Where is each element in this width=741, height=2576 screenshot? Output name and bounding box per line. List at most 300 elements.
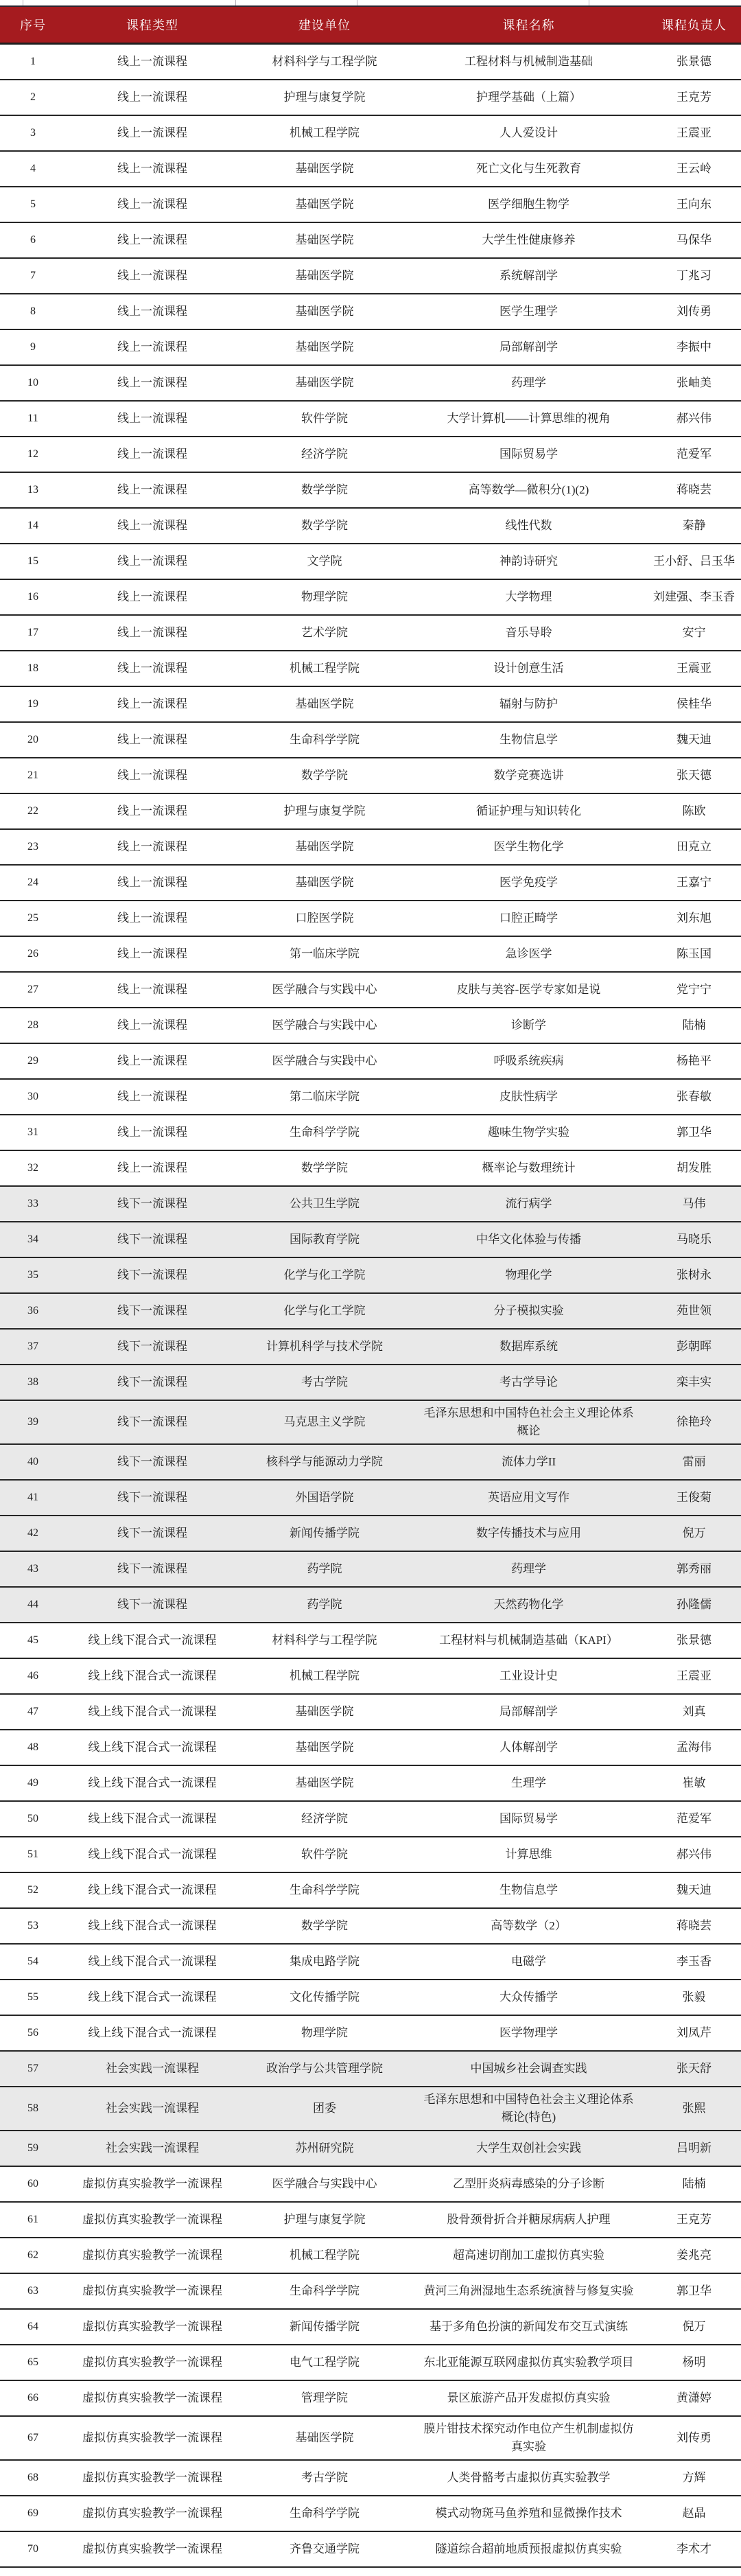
row-index: 5 — [30, 198, 36, 210]
building-unit: 化学与化工学院 — [283, 1304, 366, 1317]
row-index: 12 — [27, 448, 38, 460]
table-row — [0, 2345, 741, 2381]
course-leader: 党宁宁 — [677, 983, 711, 996]
course-name: 膜片钳技术探究动作电位产生机制虚拟仿真实验 — [423, 2422, 634, 2453]
course-type: 线上一流课程 — [117, 1054, 187, 1067]
building-unit: 基础医学院 — [295, 162, 354, 175]
course-leader: 方辉 — [682, 2471, 706, 2484]
course-type: 线下一流课程 — [117, 1562, 187, 1575]
row-index: 44 — [27, 1599, 38, 1610]
row-index: 20 — [27, 734, 38, 745]
row-index: 31 — [27, 1126, 38, 1138]
building-unit: 文化传播学院 — [290, 1991, 360, 2004]
course-leader: 陈欧 — [682, 804, 706, 817]
course-name: 呼吸系统疾病 — [493, 1054, 564, 1067]
building-unit: 团委 — [313, 2102, 336, 2115]
course-name: 数字传播技术与应用 — [476, 1527, 581, 1540]
course-type: 线上一流课程 — [117, 91, 187, 104]
course-name: 皮肤与美容-医学专家如是说 — [456, 983, 601, 996]
row-index: 22 — [27, 805, 38, 817]
course-leader: 王震亚 — [677, 126, 711, 139]
course-leader: 刘传勇 — [677, 305, 711, 318]
course-name: 景区旅游产品开发虚拟仿真实验 — [447, 2391, 611, 2404]
building-unit: 机械工程学院 — [290, 662, 360, 675]
table-row — [0, 2310, 741, 2345]
table-row — [0, 187, 741, 223]
course-name: 医学免疫学 — [499, 876, 558, 889]
course-leader: 范爱军 — [677, 448, 711, 461]
row-index: 16 — [27, 591, 38, 603]
course-name: 局部解剖学 — [499, 1705, 558, 1718]
course-name: 大学物理 — [505, 590, 552, 603]
table-row — [0, 937, 741, 973]
building-unit: 管理学院 — [301, 2391, 348, 2404]
building-unit: 第二临床学院 — [290, 1090, 360, 1103]
column-header-building-unit: 建设单位 — [298, 19, 351, 32]
row-index: 21 — [27, 769, 38, 781]
course-name: 中国城乡社会调查实践 — [470, 2062, 587, 2075]
table-row — [0, 1330, 741, 1365]
row-index: 66 — [27, 2392, 38, 2404]
row-index: 15 — [27, 555, 38, 567]
table-row — [0, 1552, 741, 1588]
row-index: 69 — [27, 2507, 38, 2519]
building-unit: 考古学院 — [301, 1376, 348, 1389]
course-type: 线上一流课程 — [117, 697, 187, 710]
course-name: 黄河三角洲湿地生态系统演替与修复实验 — [423, 2284, 634, 2297]
course-leader: 李振中 — [677, 340, 711, 353]
row-index: 47 — [27, 1706, 38, 1717]
building-unit: 生命科学学院 — [290, 2507, 360, 2520]
course-leader: 侯桂华 — [677, 697, 711, 710]
course-type: 虚拟仿真实验教学一流课程 — [82, 2356, 222, 2369]
course-name: 诊断学 — [511, 1019, 546, 1032]
course-name: 大学生双创社会实践 — [476, 2142, 581, 2155]
course-type: 线下一流课程 — [117, 1527, 187, 1540]
course-leader: 郝兴伟 — [677, 412, 711, 425]
course-type: 虚拟仿真实验教学一流课程 — [82, 2284, 222, 2297]
course-name: 大学计算机——计算思维的视角 — [447, 412, 611, 425]
building-unit: 基础医学院 — [295, 876, 354, 889]
course-type: 虚拟仿真实验教学一流课程 — [82, 2542, 222, 2555]
table-row — [0, 1151, 741, 1187]
table-row — [0, 1044, 741, 1080]
course-name: 超高速切削加工虚拟仿真实验 — [453, 2249, 604, 2262]
building-unit: 苏州研究院 — [295, 2142, 354, 2155]
row-index: 43 — [27, 1563, 38, 1575]
table-row — [0, 1401, 741, 1445]
building-unit: 基础医学院 — [295, 269, 354, 282]
table-row — [0, 1730, 741, 1766]
row-index: 7 — [30, 270, 36, 281]
building-unit: 数学学院 — [301, 769, 348, 782]
building-unit: 基础医学院 — [295, 697, 354, 710]
building-unit: 护理与康复学院 — [283, 2213, 366, 2226]
course-leader: 马保华 — [677, 233, 711, 246]
building-unit: 机械工程学院 — [290, 2249, 360, 2262]
course-type: 线上一流课程 — [117, 662, 187, 675]
course-type: 线上线下混合式一流课程 — [88, 1634, 217, 1647]
course-type: 线上一流课程 — [117, 340, 187, 353]
table-row — [0, 2203, 741, 2238]
course-name: 英语应用文写作 — [488, 1491, 569, 1504]
row-index: 28 — [27, 1019, 38, 1031]
table-row — [0, 402, 741, 437]
course-type: 线上线下混合式一流课程 — [88, 1919, 217, 1932]
course-type: 线下一流课程 — [117, 1376, 187, 1389]
course-name: 人人爱设计 — [499, 126, 558, 139]
table-row — [0, 1222, 741, 1258]
course-leader: 王云岭 — [677, 162, 711, 175]
course-type: 线上线下混合式一流课程 — [88, 1955, 217, 1968]
course-name: 趣味生物学实验 — [488, 1126, 569, 1139]
row-index: 49 — [27, 1777, 38, 1789]
building-unit: 集成电路学院 — [290, 1955, 360, 1968]
row-index: 62 — [27, 2249, 38, 2261]
row-index: 45 — [27, 1634, 38, 1646]
course-type: 线上线下混合式一流课程 — [88, 1669, 217, 1682]
course-leader: 崔敏 — [682, 1776, 706, 1789]
table-row — [0, 1802, 741, 1837]
row-index: 35 — [27, 1269, 38, 1281]
course-leader: 胡发胜 — [677, 1161, 711, 1174]
course-leader: 黄潇婷 — [677, 2391, 711, 2404]
building-unit: 化学与化工学院 — [283, 1268, 366, 1281]
table-row — [0, 2238, 741, 2274]
table-row — [0, 1623, 741, 1659]
building-unit: 生命科学学院 — [290, 1126, 360, 1139]
table-row — [0, 1481, 741, 1516]
table-row — [0, 616, 741, 651]
course-leader: 魏天迪 — [677, 733, 711, 746]
table-row — [0, 1187, 741, 1222]
building-unit: 经济学院 — [301, 1812, 348, 1825]
table-row — [0, 2496, 741, 2532]
course-type: 线上一流课程 — [117, 840, 187, 853]
course-name: 中华文化体验与传播 — [476, 1233, 581, 1246]
top-partial-row — [0, 0, 741, 7]
column-header-course-leader: 课程负责人 — [661, 19, 727, 32]
table-row — [0, 1588, 741, 1623]
course-leader: 赵晶 — [682, 2507, 706, 2520]
course-name: 系统解剖学 — [499, 269, 558, 282]
course-name: 模式动物斑马鱼养殖和显微操作技术 — [435, 2507, 622, 2520]
course-leader: 孟海伟 — [677, 1741, 711, 1754]
table-row — [0, 1008, 741, 1044]
table-row — [0, 509, 741, 544]
course-leader: 马伟 — [682, 1197, 706, 1210]
course-leader: 倪万 — [682, 2320, 706, 2333]
course-type: 线上一流课程 — [117, 626, 187, 639]
table-row — [0, 723, 741, 758]
row-index: 6 — [30, 234, 36, 246]
course-type: 线下一流课程 — [117, 1491, 187, 1504]
course-type: 社会实践一流课程 — [106, 2102, 199, 2115]
course-leader: 刘凤芹 — [677, 2026, 711, 2039]
table-row — [0, 544, 741, 580]
row-index: 19 — [27, 698, 38, 710]
building-unit: 计算机科学与技术学院 — [266, 1340, 383, 1353]
table-row — [0, 1945, 741, 1980]
table-row — [0, 1365, 741, 1401]
row-index: 56 — [27, 2027, 38, 2039]
course-name: 毛泽东思想和中国特色社会主义理论体系概论 — [423, 1406, 634, 1437]
table-row — [0, 687, 741, 723]
row-index: 68 — [27, 2472, 38, 2483]
course-leader: 张树永 — [677, 1268, 711, 1281]
building-unit: 医学融合与实践中心 — [272, 1054, 377, 1067]
course-name: 高等数学—微积分(1)(2) — [468, 483, 589, 496]
row-index: 52 — [27, 1884, 38, 1896]
course-type: 社会实践一流课程 — [106, 2062, 199, 2075]
row-index: 57 — [27, 2063, 38, 2074]
course-type: 线上一流课程 — [117, 876, 187, 889]
row-index: 46 — [27, 1670, 38, 1682]
course-type: 线上一流课程 — [117, 198, 187, 211]
row-index: 51 — [27, 1848, 38, 1860]
course-leader: 张毅 — [682, 1991, 706, 2004]
row-index: 27 — [27, 984, 38, 995]
row-index: 10 — [27, 377, 38, 388]
building-unit: 第一临床学院 — [290, 947, 360, 960]
course-name: 局部解剖学 — [499, 340, 558, 353]
table-row — [0, 830, 741, 866]
table-row — [0, 366, 741, 402]
course-leader: 丁兆习 — [677, 269, 711, 282]
course-type: 虚拟仿真实验教学一流课程 — [82, 2471, 222, 2484]
row-index: 1 — [30, 56, 36, 67]
course-type: 虚拟仿真实验教学一流课程 — [82, 2391, 222, 2404]
building-unit: 数学学院 — [301, 519, 348, 532]
table-row — [0, 794, 741, 830]
course-name: 医学细胞生物学 — [488, 198, 569, 211]
building-unit: 基础医学院 — [295, 2431, 354, 2444]
course-leader: 王克芳 — [677, 91, 711, 104]
row-index: 25 — [27, 912, 38, 924]
table-row — [0, 2461, 741, 2496]
course-name: 考古学导论 — [499, 1376, 558, 1389]
course-leader: 杨明 — [682, 2356, 706, 2369]
building-unit: 基础医学院 — [295, 1741, 354, 1754]
course-type: 线上线下混合式一流课程 — [88, 1705, 217, 1718]
course-leader: 蒋晓芸 — [677, 483, 711, 496]
course-name: 流体力学II — [501, 1455, 556, 1468]
course-name: 乙型肝炎病毒感染的分子诊断 — [453, 2177, 604, 2190]
building-unit: 基础医学院 — [295, 376, 354, 389]
row-index: 34 — [27, 1233, 38, 1245]
course-name: 大学生性健康修养 — [482, 233, 576, 246]
table-row — [0, 2016, 741, 2052]
course-leader: 马晓乐 — [677, 1233, 711, 1246]
table-row — [0, 473, 741, 509]
building-unit: 电气工程学院 — [290, 2356, 360, 2369]
building-unit: 公共卫生学院 — [290, 1197, 360, 1210]
course-name: 医学生物化学 — [493, 840, 564, 853]
table-row — [0, 2052, 741, 2087]
course-type: 线上一流课程 — [117, 983, 187, 996]
building-unit: 软件学院 — [301, 1848, 348, 1861]
row-index: 39 — [27, 1416, 38, 1428]
course-name: 人类骨骼考古虚拟仿真实验教学 — [447, 2471, 611, 2484]
course-name: 口腔正畸学 — [499, 912, 558, 925]
building-unit: 齐鲁交通学院 — [290, 2542, 360, 2555]
course-type: 线上一流课程 — [117, 947, 187, 960]
bottom-margin — [0, 2568, 741, 2576]
course-name: 物理化学 — [505, 1268, 552, 1281]
table-row — [0, 580, 741, 616]
table-row — [0, 330, 741, 366]
course-name: 工业设计史 — [499, 1669, 558, 1682]
course-name: 神韵诗研究 — [499, 555, 558, 568]
table-row — [0, 294, 741, 330]
course-leader: 蒋晓芸 — [677, 1919, 711, 1932]
course-type: 虚拟仿真实验教学一流课程 — [82, 2431, 222, 2444]
table-row — [0, 152, 741, 187]
course-type: 虚拟仿真实验教学一流课程 — [82, 2320, 222, 2333]
course-leader: 刘真 — [682, 1705, 706, 1718]
table-row — [0, 1080, 741, 1115]
course-name: 国际贸易学 — [499, 1812, 558, 1825]
course-type: 线上线下混合式一流课程 — [88, 1741, 217, 1754]
course-name: 毛泽东思想和中国特色社会主义理论体系概论(特色) — [423, 2093, 634, 2124]
row-index: 63 — [27, 2285, 38, 2297]
column-header-course-type: 课程类型 — [126, 19, 178, 32]
course-type: 线上一流课程 — [117, 1161, 187, 1174]
course-name: 生物信息学 — [499, 733, 558, 746]
building-unit: 药学院 — [307, 1562, 342, 1575]
row-index: 8 — [30, 305, 36, 317]
row-index: 33 — [27, 1198, 38, 1209]
course-name: 大众传播学 — [499, 1991, 558, 2004]
course-name: 护理学基础（上篇） — [476, 91, 581, 104]
course-name: 概率论与数理统计 — [482, 1161, 576, 1174]
table-row — [0, 1909, 741, 1945]
course-leader: 苑世领 — [677, 1304, 711, 1317]
course-type: 线上一流课程 — [117, 483, 187, 496]
building-unit: 国际教育学院 — [290, 1233, 360, 1246]
course-name: 设计创意生活 — [493, 662, 564, 675]
course-type: 线下一流课程 — [117, 1304, 187, 1317]
row-index: 48 — [27, 1741, 38, 1753]
course-type: 线上一流课程 — [117, 233, 187, 246]
row-index: 58 — [27, 2102, 38, 2114]
course-leader: 王震亚 — [677, 1669, 711, 1682]
building-unit: 政治学与公共管理学院 — [266, 2062, 383, 2075]
course-leader: 栾丰实 — [677, 1376, 711, 1389]
course-type: 线上一流课程 — [117, 269, 187, 282]
course-type: 线下一流课程 — [117, 1268, 187, 1281]
row-index: 60 — [27, 2178, 38, 2190]
row-index: 54 — [27, 1956, 38, 1967]
course-type: 线上一流课程 — [117, 305, 187, 318]
course-name: 医学生理学 — [499, 305, 558, 318]
building-unit: 材料科学与工程学院 — [272, 55, 377, 68]
course-name: 死亡文化与生死教育 — [476, 162, 581, 175]
row-index: 67 — [27, 2432, 38, 2444]
row-index: 53 — [27, 1920, 38, 1931]
course-name: 药理学 — [511, 376, 546, 389]
building-unit: 生命科学学院 — [290, 733, 360, 746]
row-index: 42 — [27, 1527, 38, 1539]
table-row — [0, 2087, 741, 2131]
building-unit: 新闻传播学院 — [290, 1527, 360, 1540]
course-leader: 孙隆儒 — [677, 1598, 711, 1611]
course-name: 生理学 — [511, 1776, 546, 1789]
course-leader: 陆楠 — [682, 2177, 706, 2190]
building-unit: 新闻传播学院 — [290, 2320, 360, 2333]
table-row — [0, 2274, 741, 2310]
row-index: 4 — [30, 163, 36, 174]
course-name: 流行病学 — [505, 1197, 552, 1210]
table-row — [0, 2532, 741, 2568]
course-name: 皮肤性病学 — [499, 1090, 558, 1103]
table-row — [0, 1294, 741, 1330]
building-unit: 机械工程学院 — [290, 126, 360, 139]
course-leader: 张春敏 — [677, 1090, 711, 1103]
course-leader: 刘建强、李玉香 — [653, 590, 735, 603]
building-unit: 药学院 — [307, 1598, 342, 1611]
table-header-row — [0, 7, 741, 45]
row-index: 23 — [27, 841, 38, 852]
building-unit: 核科学与能源动力学院 — [266, 1455, 383, 1468]
course-leader: 田克立 — [677, 840, 711, 853]
course-leader: 张天舒 — [677, 2062, 711, 2075]
course-leader: 徐艳玲 — [677, 1415, 711, 1428]
course-type: 虚拟仿真实验教学一流课程 — [82, 2177, 222, 2190]
table-row — [0, 1766, 741, 1802]
course-leader: 郝兴伟 — [677, 1848, 711, 1861]
building-unit: 医学融合与实践中心 — [272, 1019, 377, 1032]
table-row — [0, 973, 741, 1008]
building-unit: 马克思主义学院 — [283, 1415, 366, 1428]
row-index: 13 — [27, 484, 38, 496]
course-name: 股骨颈骨折合并糖尿病病人护理 — [447, 2213, 611, 2226]
course-leader: 杨艳平 — [677, 1054, 711, 1067]
table-row — [0, 1695, 741, 1730]
building-unit: 生命科学学院 — [290, 2284, 360, 2297]
building-unit: 基础医学院 — [295, 1776, 354, 1789]
building-unit: 生命科学学院 — [290, 1883, 360, 1896]
row-index: 3 — [30, 127, 36, 139]
course-type: 线上一流课程 — [117, 55, 187, 68]
column-header-index: 序号 — [20, 19, 46, 32]
course-type: 线上一流课程 — [117, 126, 187, 139]
building-unit: 口腔医学院 — [295, 912, 354, 925]
building-unit: 文学院 — [307, 555, 342, 568]
building-unit: 考古学院 — [301, 2471, 348, 2484]
course-name: 天然药物化学 — [493, 1598, 564, 1611]
table-row — [0, 1873, 741, 1909]
building-unit: 基础医学院 — [295, 840, 354, 853]
building-unit: 基础医学院 — [295, 1705, 354, 1718]
course-type: 线下一流课程 — [117, 1415, 187, 1428]
row-index: 32 — [27, 1162, 38, 1174]
course-leader: 吕明新 — [677, 2142, 711, 2155]
course-name: 医学物理学 — [499, 2026, 558, 2039]
row-index: 41 — [27, 1492, 38, 1503]
course-leader: 陆楠 — [682, 1019, 706, 1032]
course-leader: 李玉香 — [677, 1955, 711, 1968]
course-type: 线上一流课程 — [117, 733, 187, 746]
table-row — [0, 1115, 741, 1151]
table-row — [0, 1659, 741, 1695]
row-index: 50 — [27, 1813, 38, 1824]
column-header-course-name: 课程名称 — [502, 19, 555, 32]
course-type: 线下一流课程 — [117, 1598, 187, 1611]
course-name: 药理学 — [511, 1562, 546, 1575]
course-type: 线上线下混合式一流课程 — [88, 1848, 217, 1861]
course-leader: 郭秀丽 — [677, 1562, 711, 1575]
